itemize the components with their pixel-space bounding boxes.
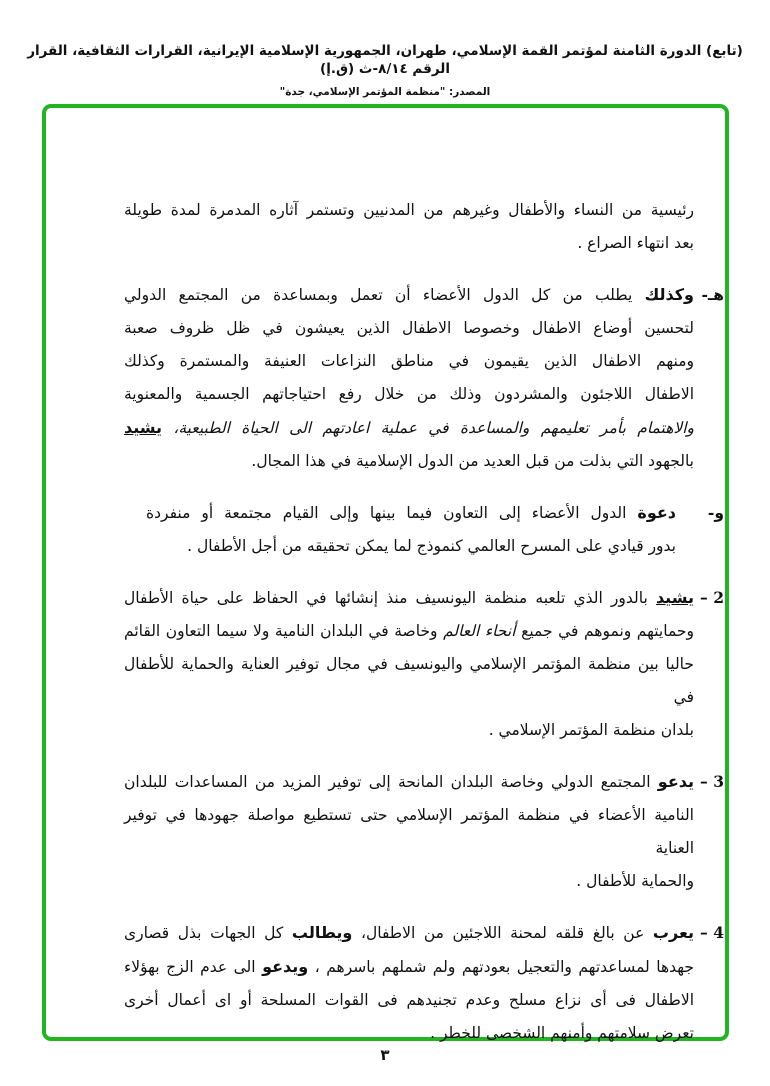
text-line [124, 950, 694, 984]
text-segment: الاطفال فى أى نزاع مسلح وعدم تجنيدهم فى القوات المسلحة أو اى أعمال أخرى [124, 991, 694, 1009]
text-segment: والاهتمام بأمر تعليمهم والمساعدة في عملية اعادتهم الى الحياة الطبيعية، [162, 419, 694, 437]
text-segment: وخاصة في البلدان النامية ولا سيما التعاون القائم [124, 622, 444, 640]
keyword: وكذلك [644, 285, 694, 304]
text-line [146, 496, 676, 530]
paragraph-marker: و- [707, 503, 724, 522]
text-segment: الاطفال اللاجئون والمشردون وذلك من خلال رفع احتياجاتهم الجسمية والمعنوية [124, 385, 694, 403]
keyword: يعرب [652, 923, 694, 942]
text-line [124, 984, 694, 1017]
document-source: المصدر: "منظمة المؤتمر الإسلامي، جدة" [279, 86, 491, 98]
text-segment: بالجهود التي بذلت من قبل العديد من الدول الإسلامية في هذا المجال. [251, 452, 694, 470]
paragraph [124, 581, 724, 747]
paragraph [124, 916, 724, 1050]
document-body [124, 194, 724, 1068]
keyword: ويدعو [262, 957, 309, 976]
document-header-title: (تابع) الدورة الثامنة لمؤتمر القمة الإسلامي، طهران، الجمهورية الإسلامية الإيرانية، القرارات الثقافية، القرار الرقم ٨/١٤-ث (ق.إ) [27, 43, 743, 77]
text-segment: النامية الأعضاء في منظمة المؤتمر الإسلامي حتى تستطيع مواصلة جهودها في توفير العناية [124, 806, 694, 857]
document-header [10, 42, 760, 100]
paragraph [124, 194, 724, 260]
paragraph-text [124, 916, 694, 1050]
text-line [124, 615, 694, 648]
text-segment: عن بالغ قلقه لمحنة اللاجئين من الاطفال، [352, 924, 653, 942]
text-segment: بعد انتهاء الصراع . [577, 234, 694, 252]
text-segment: أنحاء العالم [443, 622, 516, 640]
paragraph-text [124, 194, 694, 260]
text-segment: كل الجهات بذل قصارى [124, 924, 292, 942]
text-segment: تعرض سلامتهم وأمنهم الشخصى للخطر . [430, 1024, 694, 1042]
text-line [124, 411, 694, 445]
text-segment: جهدها لمساعدتهم والتعجيل بعودتهم ولم شملهم باسرهم ، [308, 958, 694, 976]
paragraph-text [124, 581, 694, 747]
text-segment: حاليا بين منظمة المؤتمر الإسلامي واليونسيف في مجال توفير العناية والحماية للأطفال في [124, 655, 694, 706]
paragraph-marker: 3 – [700, 772, 724, 791]
text-segment: بدور قيادي على المسرح العالمي كنموذج لما يمكن تحقيقه من أجل الأطفال . [187, 537, 676, 555]
paragraph-marker: 4 – [700, 923, 724, 942]
paragraph [124, 765, 724, 898]
paragraph-marker: 2 – [700, 588, 724, 607]
text-line [124, 648, 694, 714]
text-segment: يطلب من كل الدول الأعضاء أن تعمل وبمساعدة من المجتمع الدولي [124, 286, 645, 304]
text-segment: رئيسية من النساء والأطفال وغيرهم من المدنيين وتستمر آثاره المدمرة لمدة طويلة [124, 201, 694, 219]
paragraph-text [124, 765, 694, 898]
page-number: ٣ [380, 1046, 390, 1064]
text-line [124, 714, 694, 747]
text-segment: الى عدم الزج بهؤلاء [124, 958, 263, 976]
paragraph [124, 496, 724, 563]
text-line [124, 445, 694, 478]
keyword: يدعو [657, 772, 694, 791]
text-line [124, 278, 694, 312]
paragraph-marker: هـ- [701, 285, 724, 304]
text-segment: والحماية للأطفال . [576, 872, 694, 890]
paragraph-text [124, 278, 694, 478]
text-line [124, 345, 694, 378]
text-segment: المجتمع الدولي وخاصة البلدان المانحة إلى توفير المزيد من المساعدات للبلدان [124, 773, 658, 791]
text-line [124, 916, 694, 950]
text-line [124, 378, 694, 411]
text-line [146, 530, 676, 563]
text-segment: لتحسين أوضاع الاطفال وخصوصا الاطفال الذين يعيشون في ظل ظروف صعبة [124, 319, 694, 337]
text-segment: ومنهم الاطفال الذين يقيمون في مناطق النزاعات العنيفة والمستمرة وكذلك [124, 352, 694, 370]
keyword: يشيد [655, 588, 694, 607]
text-segment: بلدان منظمة المؤتمر الإسلامي . [488, 721, 694, 739]
text-line [124, 765, 694, 799]
text-segment: الدول الأعضاء إلى التعاون فيما بينها وإلى القيام مجتمعة أو منفردة [146, 504, 638, 522]
text-segment: بالدور الذي تلعبه منظمة اليونسيف منذ إنشائها في الحفاظ على حياة الأطفال [124, 589, 656, 607]
paragraph [124, 278, 724, 478]
paragraph-text [146, 496, 676, 563]
text-line [124, 227, 694, 260]
text-line [124, 194, 694, 227]
text-line [124, 865, 694, 898]
keyword: دعوة [637, 503, 676, 522]
keyword: يشيد [124, 418, 163, 437]
keyword: ويطالب [291, 923, 353, 942]
text-line [124, 312, 694, 345]
text-line [124, 581, 694, 615]
text-line [124, 799, 694, 865]
text-segment: وحمايتهم ونموهم في جميع [515, 622, 694, 640]
